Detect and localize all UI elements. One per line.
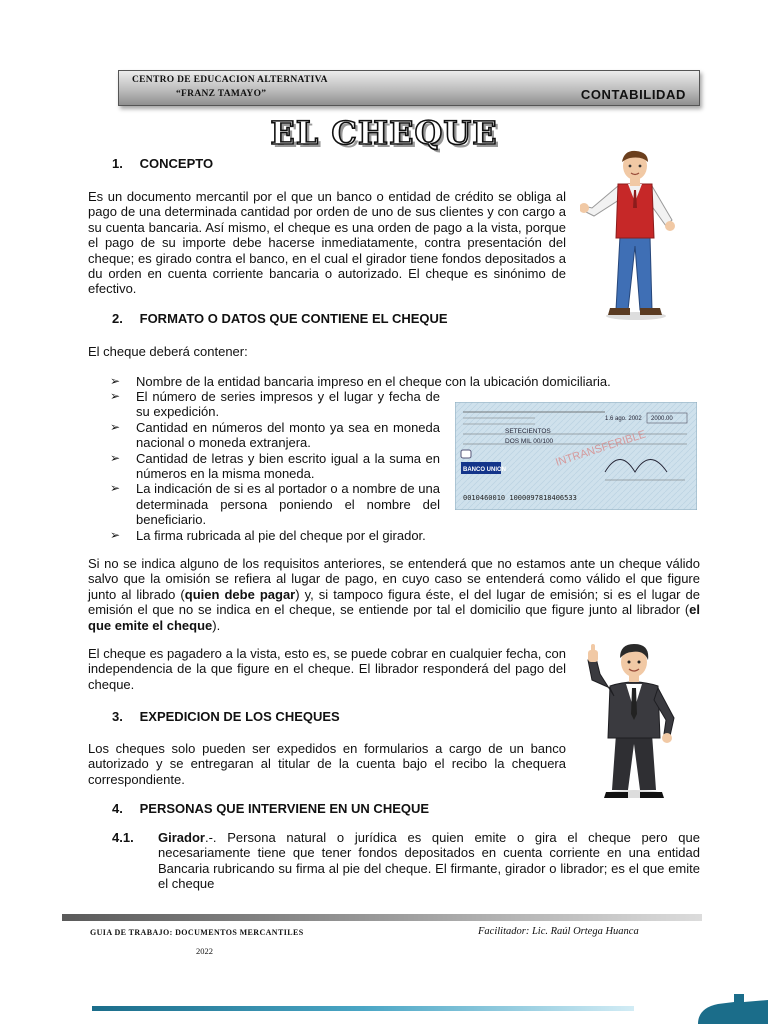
- requisitos-text: Si no se indica alguno de los requisitos anteriores, se entenderá que no estamos ante un cheque válido salvo que la omisión se refiera al lugar de pago, en cuyo caso se entenderá como válido el que figure junto al librado (: [88, 556, 700, 602]
- section-heading-formato: [112, 311, 448, 326]
- list-item: ➢ Nombre de la entidad bancaria impreso en el cheque con la ubicación domiciliaria.: [110, 374, 644, 389]
- cheque-date: 1.6 ago. 2002: [605, 416, 642, 422]
- expedicion-paragraph: Los cheques solo pueden ser expedidos en formularios a cargo de un banco autorizado y se entregaran al titular de la cuenta bajo el recibo la chequera correspondiente.: [88, 741, 566, 787]
- corner-decoration: [684, 990, 768, 1024]
- concepto-paragraph: Es un documento mercantil por el que un banco o entidad de crédito se obliga al pago de una determinada cantidad por orden de uno de sus clientes y con cargo a su cuenta bancaria. Así mismo, el cheque es una orden de pago a la vista, porque el pago de su importe debe hacerse inmediatamente, contra presentación del cheque; es girado contra el banco, en el cual el girador tiene fondos depositados a du orden en cuenta corriente bancaria o autorizado. El cheque es sinónimo de efectivo.: [88, 189, 566, 297]
- section-heading-expedicion: [112, 709, 340, 724]
- subject-label: CONTABILIDAD: [580, 87, 686, 102]
- section-heading-concepto: [112, 156, 213, 171]
- list-item: ➢ La firma rubricada al pie del cheque por el girador.: [110, 528, 440, 543]
- requisitos-emphasis: el que emite el cheque: [88, 602, 700, 633]
- cheque-micr-line: 0010460010 1000097818406533: [463, 494, 577, 502]
- institution-name: CENTRO DE EDUCACION ALTERNATIVA: [132, 75, 328, 85]
- institution-subname: “FRANZ TAMAYO”: [176, 89, 267, 99]
- section-number: 1.: [112, 156, 123, 171]
- girador-definition: .-. Persona natural o jurídica es quien emite o gira el cheque pero que necesariamente tiene que tener fondos depositados en cuenta corriente en una entidad Bancaria rubricando su firma al pie del cheque. El firmante, girador o librador; es el que emite el cheque: [158, 830, 700, 892]
- pagadero-paragraph: El cheque es pagadero a la vista, esto es, se puede cobrar en cualquier fecha, con independencia de la que figure en el cheque. El librador responderá del pago del cheque.: [88, 646, 566, 692]
- section-number: 3.: [112, 709, 123, 724]
- section-title: EXPEDICION DE LOS CHEQUES: [139, 709, 340, 724]
- section-number: 4.: [112, 801, 123, 816]
- requisitos-text: ) y, si tampoco figura éste, el del lugar de emisión; si es el lugar de emisión el que no se indica en el cheque, se entiende por tal el domicilio que figure junto al librador (: [88, 586, 701, 618]
- section-title: FORMATO O DATOS QUE CONTIENE EL CHEQUE: [139, 311, 448, 326]
- list-item: ➢ Cantidad en números del monto ya sea en moneda nacional o moneda extranjera.: [110, 420, 440, 451]
- requisitos-paragraph: [88, 556, 700, 633]
- footer-facilitator: Facilitador: Lic. Raúl Ortega Huanca: [478, 926, 639, 937]
- requirements-list: [110, 374, 644, 389]
- requisitos-emphasis: quien debe pagar: [184, 586, 296, 602]
- formato-intro: El cheque deberá contener:: [88, 344, 248, 359]
- requirements-list-continued: [110, 389, 440, 543]
- cheque-stamp: INTRANSFERIBLE: [554, 428, 648, 469]
- girador-paragraph: [158, 830, 700, 892]
- cheque-bank-name: BANCO UNION: [463, 467, 506, 473]
- section-number: 2.: [112, 311, 123, 326]
- subsection-number: 4.1.: [112, 830, 134, 845]
- section-title: PERSONAS QUE INTERVIENE EN UN CHEQUE: [139, 801, 430, 816]
- list-item: ➢ El número de series impresos y el lugar y fecha de su expedición.: [110, 389, 440, 420]
- footer-divider: [62, 914, 702, 921]
- list-item: ➢ La indicación de si es al portador o a nombre de una determinada persona poniendo el nombre del beneficiario.: [110, 481, 440, 527]
- footer-year: 2022: [196, 946, 213, 956]
- bottom-accent-line: [92, 1006, 634, 1011]
- requisitos-text: ).: [212, 617, 221, 633]
- page-title: EL CHEQUE: [270, 114, 498, 152]
- cheque-amount: 2000.00: [651, 416, 673, 422]
- bank-cheque-image: [455, 402, 697, 510]
- cheque-amount-words: DOS MIL 00/100: [505, 438, 554, 445]
- girador-term: Girador: [158, 830, 205, 845]
- section-heading-personas: [112, 801, 429, 816]
- man-presenting-illustration: [580, 150, 690, 322]
- footer-guide-title: GUIA DE TRABAJO: DOCUMENTOS MERCANTILES: [90, 928, 304, 937]
- businessman-thumbs-up-illustration: [580, 640, 684, 800]
- section-title: CONCEPTO: [139, 156, 214, 171]
- list-item: ➢ Cantidad de letras y bien escrito igual a la suma en números en la misma moneda.: [110, 451, 440, 482]
- cheque-payee: SETECIENTOS: [505, 428, 551, 435]
